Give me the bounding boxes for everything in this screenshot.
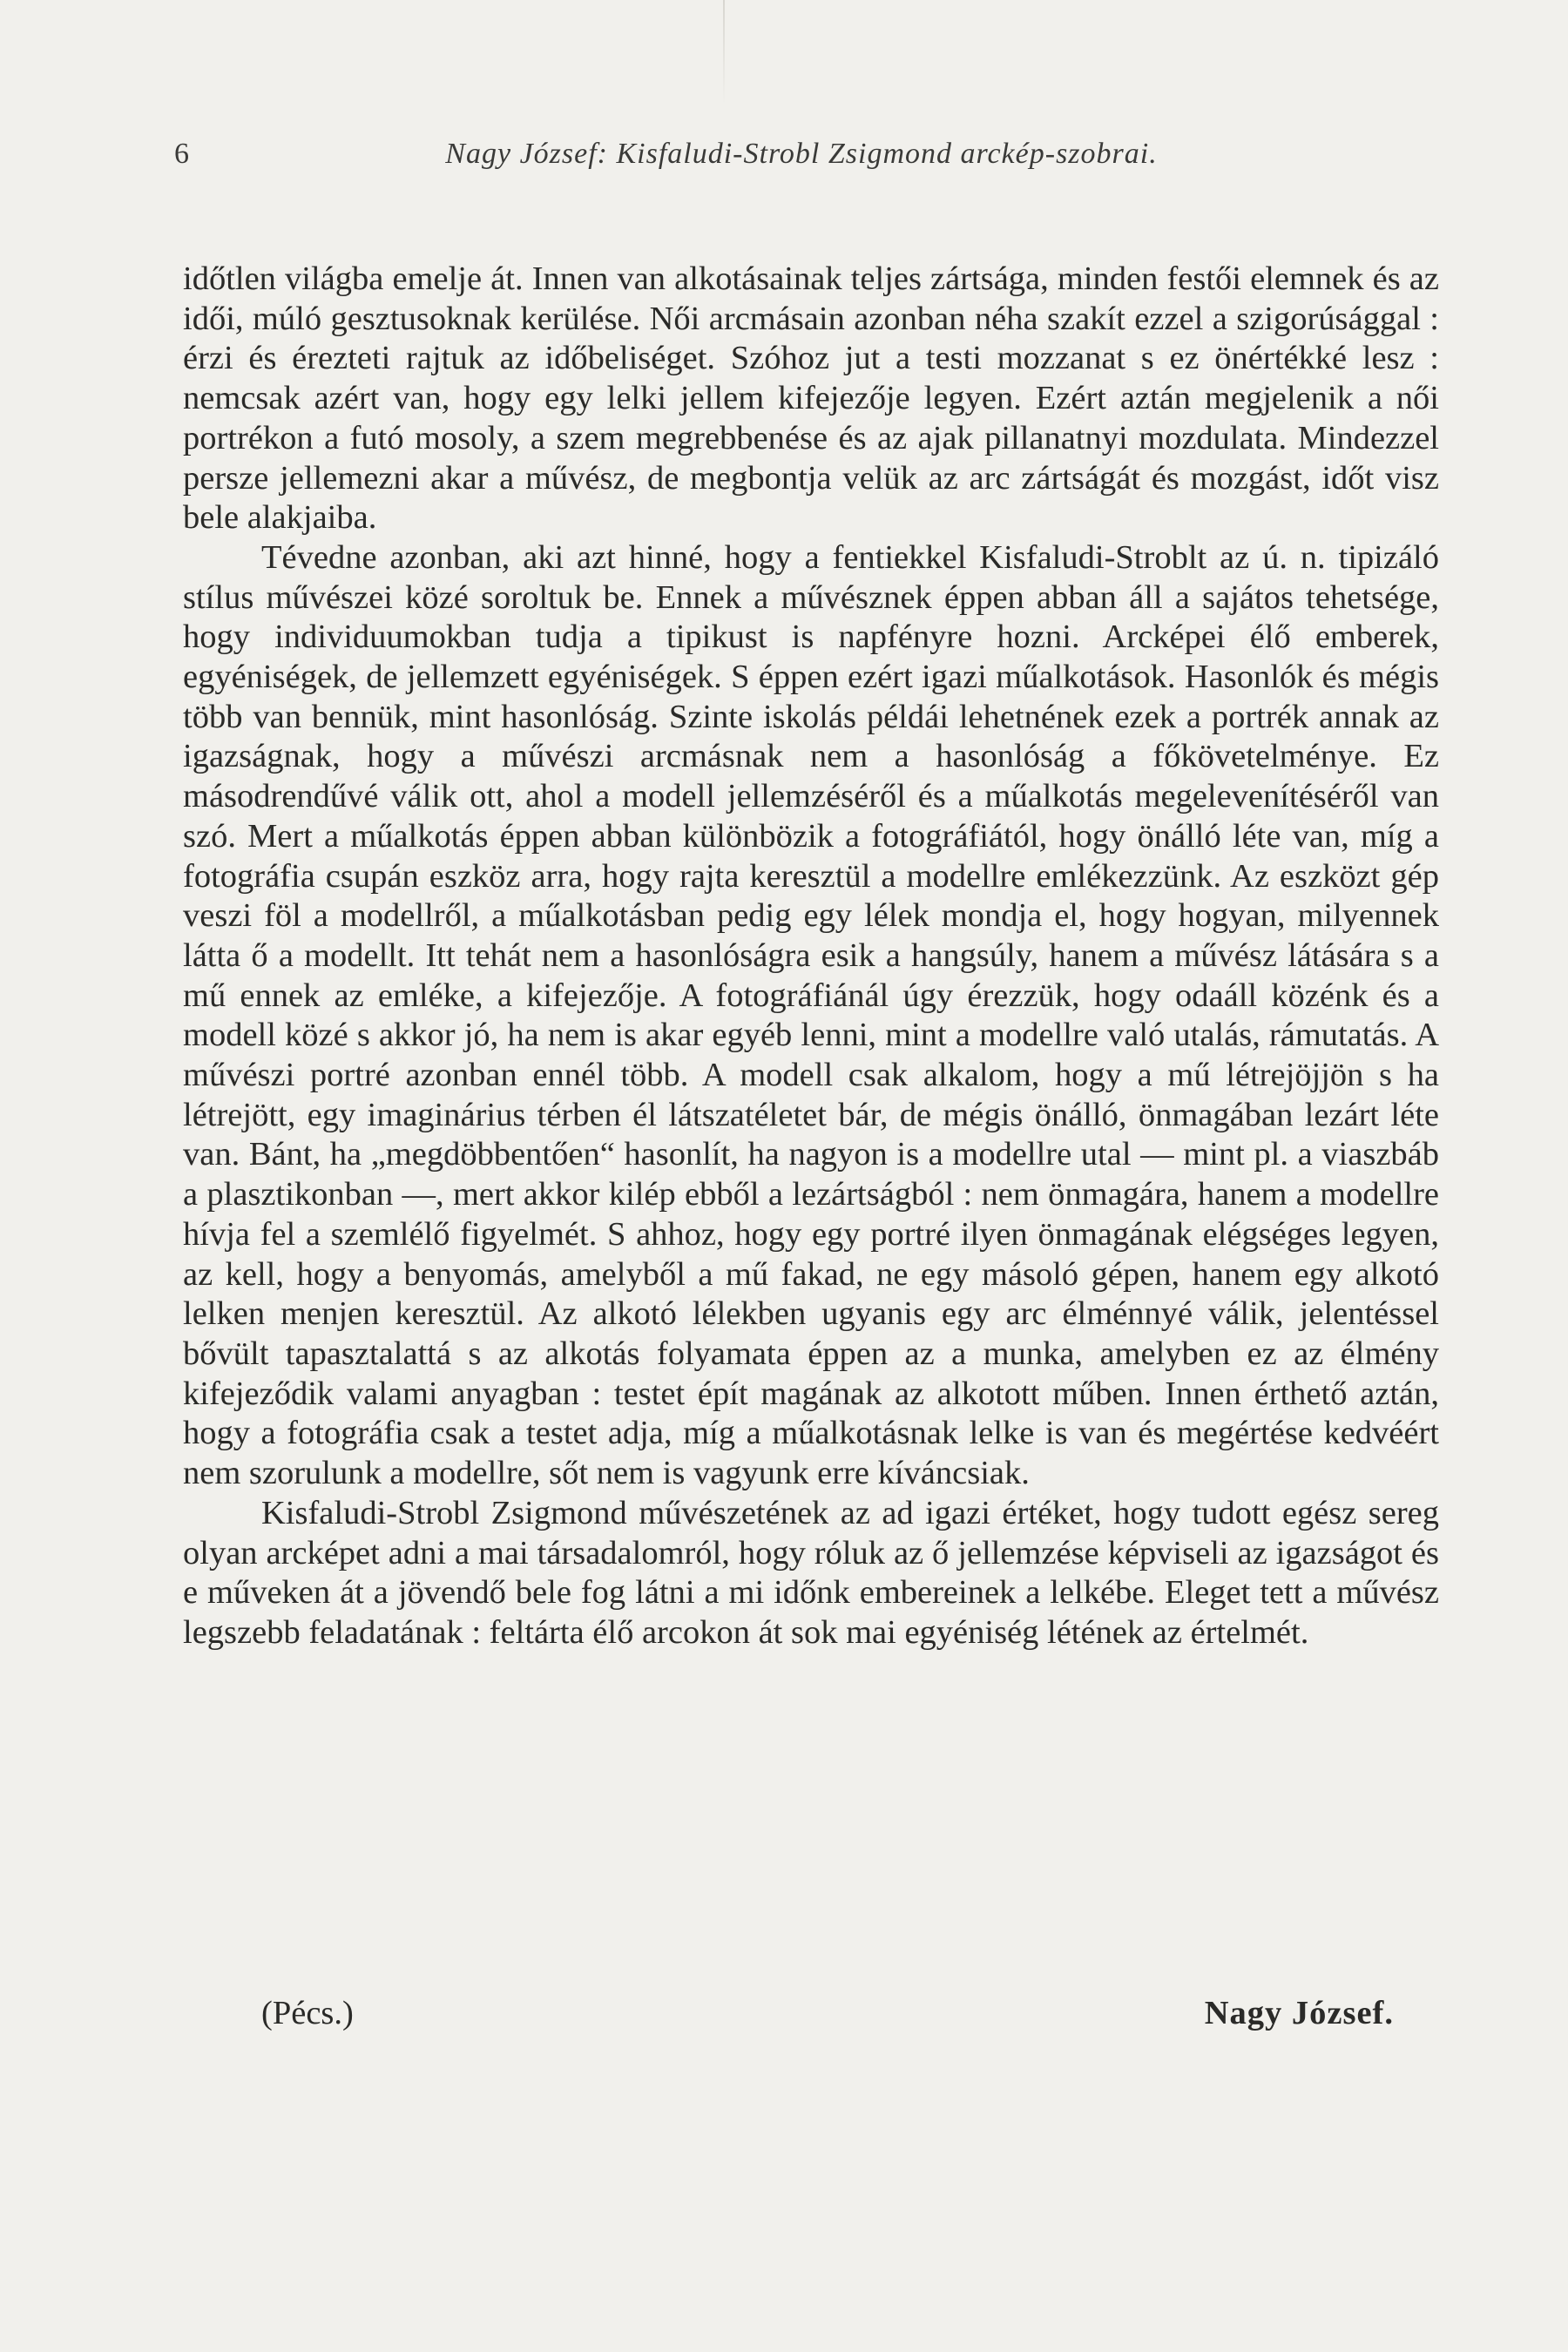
paragraph: Kisfaludi-Strobl Zsigmond művészetének az ad igazi értéket, hogy tudott egész sereg olyan arcképet adni a mai társadalomról, hogy róluk az ő jellemzése képviseli az igazságot és e műveken át a jövendő bele fog látni a mi időnk embereinek a lelkébe. Eleget tett a művész legszebb feladatának : feltárta élő arcokon át sok mai egyéniség létének az értelmét.: [183, 1494, 1439, 1651]
paper-fold-mark: [723, 0, 725, 105]
signoff: [183, 1994, 1439, 2046]
page-header: [174, 138, 1394, 190]
paragraph: Tévedne azonban, aki azt hinné, hogy a fentiekkel Kisfaludi-Stroblt az ú. n. tipizáló stílus művészei közé soroltuk be. Ennek a művésznek éppen abban áll a sajátos tehetsége, hogy individuumokban tudja a tipikust is napfényre hozni. Arcképei élő emberek, egyéniségek, de jellemzett egyéniségek. S éppen ezért igazi műalkotások. Hasonlók és mégis több van bennük, mint hasonlóság. Szinte iskolás példái lehetnének ezek a portrék annak az igazságnak, hogy a művészi arcmásnak nem a hasonlóság a főkövetelménye. Ez másodrendűvé válik ott, ahol a modell jellemzéséről és a műalkotás megelevenítéséről van szó. Mert a műalkotás éppen abban különbözik a fotográfiától, hogy önálló léte van, míg a fotográfia csupán eszköz arra, hogy rajta keresztül a modellre emlékezzünk. Az eszközt gép veszi föl a modellről, a műalkotásban pedig egy lélek mondja el, hogy hogyan, milyennek látta ő a modellt. Itt tehát nem a hasonlóságra esik a hangsúly, hanem a művész látására s a mű ennek az emléke, a kifejezője. A fotográfiánál úgy érezzük, hogy odaáll közénk és a modell közé s akkor jó, ha nem is akar egyéb lenni, mint a modellre való utalás, rámutatás. A művészi portré azonban ennél több. A modell csak alkalom, hogy a mű létrejöjjön s ha létrejött, egy imaginárius térben él látszatéletet bár, de mégis önálló, önmagában lezárt léte van. Bánt, ha „megdöbbentően“ hasonlít, ha nagyon is a modellre utal — mint pl. a viaszbáb a plasztikonban —, mert akkor kilép ebből a lezártságból : nem önmagára, hanem a modellre hívja fel a szemlélő figyelmét. S ahhoz, hogy egy portré ilyen önmagának elégséges legyen, az kell, hogy a benyomás, amelyből a mű fakad, ne egy másoló gépen, hanem egy alkotó lelken menjen keresztül. Az alkotó lélekben ugyanis egy arc élménnyé válik, jelentéssel bővült tapasztalattá s az alkotás folyamata éppen az a munka, amelyben ez az élmény kifejeződik valami anyagban : testet épít magának az alkotott műben. Innen érthető aztán, hogy a fotográfia csak a testet adja, míg a műalkotásnak lelke is van és megértése kedvéért nem szorulunk a modellre, sőt nem is vagyunk erre kíváncsiak.: [183, 538, 1439, 1492]
running-head: Nagy József: Kisfaludi-Strobl Zsigmond arckép-szobrai.: [445, 138, 1158, 170]
article-body: [183, 260, 1439, 1653]
signoff-place: (Pécs.): [261, 1995, 354, 2031]
page-number: 6: [174, 138, 190, 170]
signoff-author: Nagy József.: [1204, 1995, 1394, 2031]
paragraph: időtlen világba emelje át. Innen van alkotásainak teljes zártsága, minden festői elemnek és az idői, múló gesztusoknak kerülése. Női arcmásain azonban néha szakít ezzel a szigorúsággal : érzi és érezteti rajtuk az időbeliséget. Szóhoz jut a testi mozzanat s ez önértékké lesz : nemcsak azért van, hogy egy lelki jellem kifejezője legyen. Ezért aztán megjelenik a női portrékon a futó mosoly, a szem megrebbenése és az ajak pillanatnyi mozdulata. Mindezzel persze jellemezni akar a művész, de megbontja velük az arc zártságát és mozgást, időt visz bele alakjaiba.: [183, 260, 1439, 537]
